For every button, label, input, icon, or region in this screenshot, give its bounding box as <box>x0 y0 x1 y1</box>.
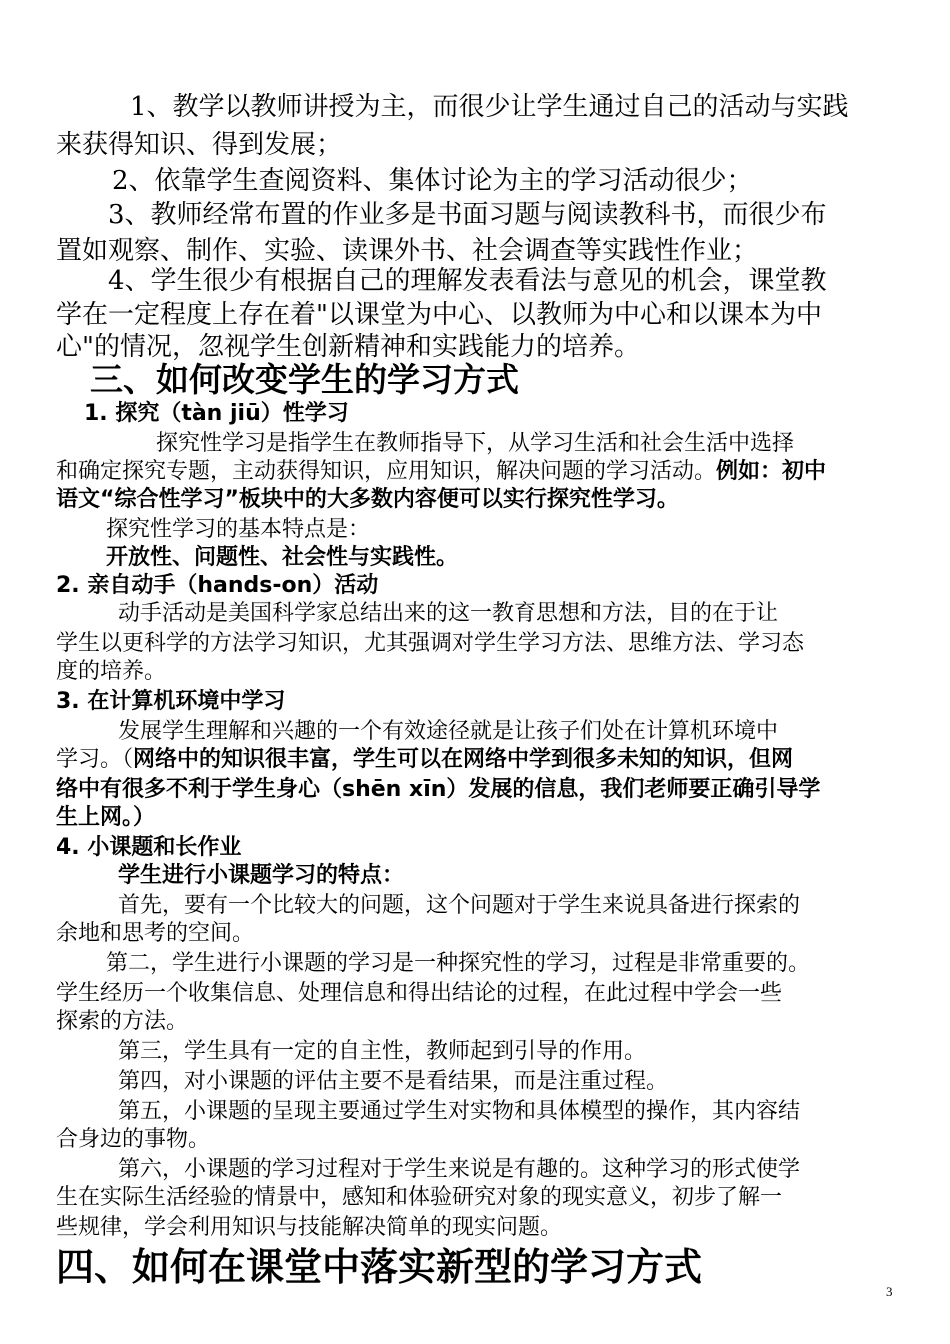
section-heading: 三、如何改变学生的学习方式 <box>90 360 519 399</box>
paragraph-line: 度的培养。 <box>56 659 167 684</box>
paragraph-line: 探索的方法。 <box>56 1009 189 1034</box>
paragraph-line: 心"的情况，忽视学生创新精神和实践能力的培养。 <box>56 332 640 362</box>
paragraph-line: 3、教师经常布置的作业多是书面习题与阅读教科书，而很少布 <box>108 200 827 230</box>
paragraph-line: 探究性学习的基本特点是： <box>106 517 371 542</box>
paragraph-line: 发展学生理解和兴趣的一个有效途径就是让孩子们处在计算机环境中 <box>118 719 779 744</box>
paragraph-line: 首先，要有一个比较大的问题，这个问题对于学生来说具备进行探索的 <box>118 893 801 918</box>
paragraph-line: 学在一定程度上存在着"以课堂为中心、以教师为中心和以课本为中 <box>56 300 822 330</box>
note-text: 网络中的知识很丰富，学生可以在网络中学到很多未知的知识，但网 <box>133 747 794 772</box>
example-text: 例如：初中 <box>716 459 827 484</box>
paragraph-line: 动手活动是美国科学家总结出来的这一教育思想和方法，目的在于让 <box>118 601 779 626</box>
paragraph-text: 学习。（ <box>56 747 134 772</box>
subsection-title: 3. 在计算机环境中学习 <box>56 689 286 714</box>
paragraph-line: 来获得知识、得到发展； <box>56 130 343 160</box>
paragraph-line: 第六，小课题的学习过程对于学生来说是有趣的。这种学习的形式使学 <box>118 1157 801 1182</box>
paragraph-line: 合身边的事物。 <box>56 1127 211 1152</box>
paragraph-line: 置如观察、制作、实验、读课外书、社会调查等实践性作业； <box>56 236 759 266</box>
subsection-title: 2. 亲自动手（hands-on）活动 <box>56 573 379 598</box>
paragraph-line: 余地和思考的空间。 <box>56 921 255 946</box>
page-number: 3 <box>886 1284 893 1299</box>
paragraph-text: 和确定探究专题，主动获得知识，应用知识，解决问题的学习活动。 <box>56 459 717 484</box>
paragraph-line: 4、学生很少有根据自己的理解发表看法与意见的机会，课堂教 <box>108 266 827 296</box>
paragraph-line: 第五，小课题的呈现主要通过学生对实物和具体模型的操作，其内容结 <box>118 1099 801 1124</box>
paragraph-line: 学生以更科学的方法学习知识，尤其强调对学生学习方法、思维方法、学习态 <box>56 631 805 656</box>
paragraph-line: 2、依靠学生查阅资料、集体讨论为主的学习活动很少； <box>112 166 753 196</box>
paragraph-line: 学生经历一个收集信息、处理信息和得出结论的过程，在此过程中学会一些 <box>56 981 783 1006</box>
paragraph-line: 第三，学生具有一定的自主性，教师起到引导的作用。 <box>118 1039 647 1064</box>
subsection-title: 4. 小课题和长作业 <box>56 835 242 860</box>
paragraph-line: 络中有很多不利于学生身心（shēn xīn）发展的信息，我们老师要正确引导学 <box>56 777 821 802</box>
paragraph-line: 生在实际生活经验的情景中，感知和体验研究对象的现实意义，初步了解一 <box>56 1185 783 1210</box>
paragraph-line: 第二，学生进行小课题的学习是一种探究性的学习，过程是非常重要的。 <box>106 951 811 976</box>
subsection-subtitle: 学生进行小课题学习的特点： <box>118 863 405 888</box>
subsection-title: 1. 探究（tàn jiū）性学习 <box>84 401 349 426</box>
paragraph-line: 探究性学习是指学生在教师指导下，从学习生活和社会生活中选择 <box>156 431 795 456</box>
paragraph-line: 些规律，学会利用知识与技能解决简单的现实问题。 <box>56 1215 563 1240</box>
paragraph-line <box>56 454 826 485</box>
paragraph-line: 生上网。） <box>56 805 156 830</box>
key-features: 开放性、问题性、社会性与实践性。 <box>106 545 459 570</box>
paragraph-line: 1、教学以教师讲授为主，而很少让学生通过自己的活动与实践 <box>130 92 849 122</box>
paragraph-line: 第四，对小课题的评估主要不是看结果，而是注重过程。 <box>118 1069 669 1094</box>
section-heading: 四、如何在课堂中落实新型的学习方式 <box>56 1244 703 1289</box>
paragraph-line: 语文“综合性学习”板块中的大多数内容便可以实行探究性学习。 <box>56 487 679 512</box>
paragraph-line <box>56 742 793 773</box>
